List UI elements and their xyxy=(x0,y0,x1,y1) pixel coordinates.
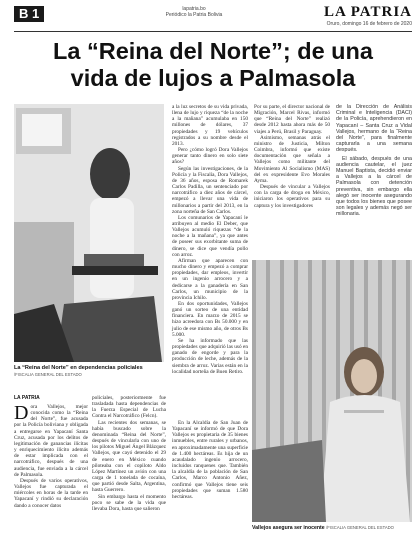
col1-paragraph-2: Después de varios operativos, Vallejos fue capturada el miércoles en horas de la tarde en Yapacaní y rindió su declaración dando a conocer datos xyxy=(14,477,88,509)
col4-paragraph-3: Después de vincular a Vallejos con la carga de droga en México, iniciaron los operativos para su captura y los investigadores xyxy=(254,184,330,209)
headline-line-2: vida de lujos a Palmasola xyxy=(70,65,356,91)
photo2-caption-title: Vallejos asegura ser inocente xyxy=(252,525,325,531)
photo-police-office-illustration xyxy=(14,104,164,362)
photo2-caption xyxy=(252,525,412,531)
col3-paragraph-6: En dos oportunidades, Vallejos ganó un sorteo de una entidad financiera. En marzo de 2015 se hizo acreedora con Bs 50.000 y en julio de ese mismo año, de otros Bs 5.000. xyxy=(172,301,248,338)
article-column-2 xyxy=(92,395,166,512)
article-column-4-top xyxy=(254,104,330,209)
col3-paragraph-1: a la luz secretos de su vida privada, llena de lujo y riqueza “de la noche a la mañana” acumulaba en 150 millones de dólares, 37 propiedades y 19 vehículos registrados a su nombre desde el 2013. xyxy=(172,104,248,147)
photo2-caption-credit: /FISCALIA GENERAL DEL ESTADO xyxy=(326,525,394,530)
col1-paragraph-1 xyxy=(14,404,88,478)
section-badge: B 1 xyxy=(14,6,44,22)
col1-paragraph-1-text: ora Vallejos, mejor conocida como la “Reina del Norte”, fue acusada por la Policía boliviana y obligada a entregarse en Yapacaní Santa Cruz, acusada por los delitos de legitimación de ganancias ilícitas y enriquecimiento ilícito además de estar implicada con el narcotráfico, después de una audiencia, fue enviada a la cárcel de Palmasola. xyxy=(14,404,88,478)
photo1-caption-credit: /FISCALIA GENERAL DEL ESTADO xyxy=(14,372,82,377)
masthead-meta xyxy=(154,6,234,18)
website-label[interactable]: lapatria.bo xyxy=(182,6,206,12)
article-column-4-bottom xyxy=(172,420,248,500)
photo1-caption-title: La “Reina del Norte” en dependencias policiales xyxy=(14,365,143,371)
photo-police-office xyxy=(14,104,164,362)
article-column-3 xyxy=(172,104,248,375)
col3-paragraph-7: Se ha informado que las propiedades que adquirió las usó en ganado de engorde y para la producción de leche, además de la siembra de arroz. Varias están en la localidad norteña de Buen Retiro. xyxy=(172,337,248,375)
side-paragraph-2: El sábado, después de una audiencia cautelar, el juez Manuel Baptista, decidió enviar a Vallejos a la cárcel de Palmasola con detención preventiva, sin embargo ella alegó ser inocente asegurando que todos los bienes que posee son legales y además negó ser millonaria. xyxy=(336,155,412,218)
article-byline: LA PATRIA xyxy=(14,395,40,401)
photo1-caption xyxy=(14,365,164,378)
article-side-column xyxy=(336,104,412,218)
col3-paragraph-2: Pero ¿cómo logró Dora Vallejos generar tanto dinero en solo siete años? xyxy=(172,147,248,166)
col4-paragraph-4: En la Alcaldía de San Juan de Yapacaní se informó de que Dora Vallejos es propietaria de 35 bienes inmuebles, entre rurales y urbanos, en aproximadamente una superficie de 1.400 hectáreas. Es hija de un acaudalado ingenio arrocero, incluidos ranquenes que. También la alcaldía de la población de San Carlos, Marco Antonio Añez, confirmó que Vallejos tiene seis propiedades que suman 1.580 hectáreas. xyxy=(172,420,248,500)
col4-paragraph-2: Asimismo, semanas atrás el ministro de Justicia, Milton Coimbra, informó que existe documentación que señala a Vallejos como militante del Movimiento Al Socialismo (MAS) del ex expresidente Evo Morales Ayma. xyxy=(254,134,330,184)
article-headline xyxy=(14,38,412,92)
col3-paragraph-3: Según las investigaciones, de la Policía y la Fiscalía, Dora Vallejos, de 36 años, esposa de Romarek Carlos Padilla, un sentenciado por narcotráfico a diez años de cárcel, empezó a llevar una vida de millonarios a partir del 2013, en la zona norteña de San Carlos. xyxy=(172,165,248,215)
photo-vallejos-illustration xyxy=(252,260,412,522)
col2-paragraph-1: policiales, posteriormente fue trasladada hasta dependencias de la Fuerza Especial de Lucha Contra el Narcotráfico (Felcn). xyxy=(92,395,166,420)
newspaper-logo: LA PATRIA xyxy=(323,4,412,20)
col3-paragraph-4: Los comunarios de Yapacaní le atribuyen al medio El Deber, que Vallejos acumuló riquezas “de la noche a la mañana”, ya que antes de poseer sus exorbitante suma de dinero, se dice que vendía pollo con arroz. xyxy=(172,214,248,258)
headline-line-1: La “Reina del Norte”; de una xyxy=(53,38,373,64)
dropcap: D xyxy=(14,402,29,424)
social-label: Periódico la Patria Bolivia xyxy=(165,12,223,18)
col2-paragraph-3: Sin embargo hasta el momento poco se sabe de la vida que llevaba Dora, hasta que salieron xyxy=(92,493,166,512)
side-paragraph-1: de la Dirección de Análisis Criminal e Inteligencia (DACI) de la Policía, aprehendieron en Yapacaní – Santa Cruz a Vidal Vallejos, hermano de la “Reina del Norte”, para finalmente capturarla a una semana después. xyxy=(336,104,412,154)
publication-date: Oruro, domingo 16 de febrero de 2020 xyxy=(326,21,412,27)
masthead-divider xyxy=(14,31,412,32)
article-column-1 xyxy=(14,404,88,509)
col3-paragraph-5: Afirman que aparecen con mucho dinero y empezó a comprar propiedades, dar empleos, invertir en un ingenio arrocero y a dedicarse a la ganadería en San Carlos, un municipio de la provincia Ichilo. xyxy=(172,257,248,301)
masthead xyxy=(14,6,412,30)
col4-paragraph-1: Por su parte, el director nacional de Migración, Marcel Rivas, informó que “Reina del Norte” realizó desde 2012 hasta ahora más de 50 viajes a Perú, Brasil y Paraguay. xyxy=(254,104,330,135)
col2-paragraph-2: Las recientes dos semanas, se había buscado sobre la denominada “Reina del Norte”, después de vincularla con uno de los pilotos Miguel Ángel Blázquez Vallejos, que cayó detenido el 29 de enero en México cuando piloteaba con el copiloto Aldo López Martínez un avión con una carga de 1 tonelada de cocaína, que partió desde Salta, Argentina, hasta Guerrero. xyxy=(92,419,166,494)
photo-vallejos-portrait xyxy=(252,260,412,522)
